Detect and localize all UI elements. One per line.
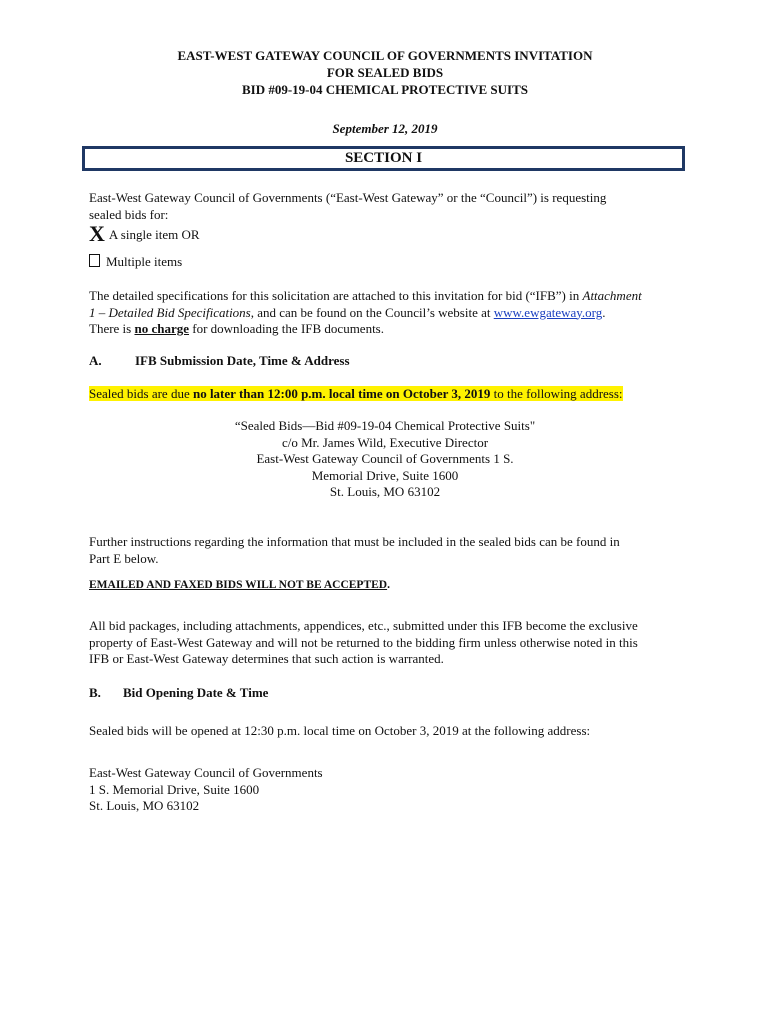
intro-line-1: East-West Gateway Council of Governments (“East-West Gateway” or the “Council”) is requesting	[89, 190, 607, 205]
no-charge-text: no charge	[134, 321, 190, 336]
specifications-paragraph	[89, 288, 689, 338]
intro-line-2: sealed bids for:	[89, 206, 169, 222]
specs-line-2	[89, 305, 689, 322]
specs-line-3	[89, 321, 689, 338]
website-link[interactable]: www.ewgateway.org	[493, 304, 603, 320]
section-a-letter: A.	[89, 353, 102, 368]
bid-packages-paragraph	[89, 618, 689, 668]
section-header	[82, 146, 685, 171]
specs-text-2: , and can be found on the Council’s website at	[250, 304, 494, 320]
opening-address	[89, 765, 489, 815]
attachment-reference-2: 1 – Detailed Bid Specifications	[89, 304, 251, 320]
attachment-reference-1: Attachment	[582, 288, 642, 303]
due-deadline-text: no later than 12:00 p.m. local time on October 3, 2019	[192, 386, 491, 401]
address-line: Memorial Drive, Suite 1600	[311, 467, 459, 483]
address-line: St. Louis, MO 63102	[89, 798, 200, 813]
emailed-notice-period: .	[387, 579, 390, 591]
section-b-letter: B.	[89, 685, 101, 700]
specs-text-1: The detailed specifications for this solicitation are attached to this invitation for bid (“IFB”) in	[89, 288, 583, 303]
intro-paragraph	[89, 190, 679, 223]
address-line: St. Louis, MO 63102	[329, 484, 441, 499]
due-post-text: to the following address:	[490, 386, 623, 401]
specs-text-4: for downloading the IFB documents.	[189, 321, 384, 336]
section-a-heading	[89, 353, 350, 370]
due-date-paragraph	[89, 386, 689, 403]
option-multiple-label: Multiple items	[106, 254, 183, 269]
address-line: “Sealed Bids—Bid #09-19-04 Chemical Protective Suits"	[234, 418, 536, 433]
document-title	[0, 47, 770, 98]
section-title: SECTION I	[344, 150, 423, 166]
title-line-1: EAST-WEST GATEWAY COUNCIL OF GOVERNMENTS INVITATION	[177, 48, 593, 63]
title-line-3: BID #09-19-04 CHEMICAL PROTECTIVE SUITS	[241, 82, 529, 97]
specs-period: .	[602, 304, 606, 320]
section-a-title: IFB Submission Date, Time & Address	[135, 353, 350, 368]
packages-line-3: IFB or East-West Gateway determines that such action is warranted.	[89, 651, 444, 666]
option-single-label: A single item OR	[108, 227, 200, 242]
emailed-notice-text: EMAILED AND FAXED BIDS WILL NOT BE ACCEPTED	[89, 579, 388, 591]
emailed-faxed-notice	[89, 577, 689, 594]
checked-x-mark: X	[89, 221, 105, 246]
packages-line-2: property of East-West Gateway and will not be returned to the bidding firm unless otherwise noted in this	[89, 634, 638, 650]
section-b-title: Bid Opening Date & Time	[123, 685, 269, 700]
document-date: September 12, 2019	[332, 121, 438, 136]
unchecked-box-icon	[89, 254, 100, 267]
specs-line-1	[89, 288, 689, 305]
address-line: East-West Gateway Council of Governments	[89, 765, 323, 780]
section-b-heading	[89, 685, 268, 702]
option-single-item	[89, 221, 389, 246]
due-pre-text: Sealed bids are due	[89, 386, 193, 401]
further-line-1: Further instructions regarding the information that must be included in the sealed bids can be found in	[89, 534, 620, 549]
address-line: c/o Mr. James Wild, Executive Director	[281, 434, 489, 450]
submission-address	[0, 418, 770, 501]
bid-opening-paragraph: Sealed bids will be opened at 12:30 p.m. local time on October 3, 2019 at the following address:	[89, 723, 591, 738]
packages-line-1: All bid packages, including attachments, appendices, etc., submitted under this IFB become the exclusive	[89, 618, 638, 633]
title-line-2: FOR SEALED BIDS	[326, 65, 444, 80]
option-multiple-items	[89, 254, 389, 271]
further-instructions-paragraph	[89, 534, 689, 567]
due-date-highlight	[89, 386, 623, 401]
further-line-2: Part E below.	[89, 550, 159, 566]
specs-text-3: There is	[89, 321, 135, 336]
address-line: East-West Gateway Council of Governments 1 S.	[256, 451, 514, 466]
address-line: 1 S. Memorial Drive, Suite 1600	[89, 781, 260, 797]
